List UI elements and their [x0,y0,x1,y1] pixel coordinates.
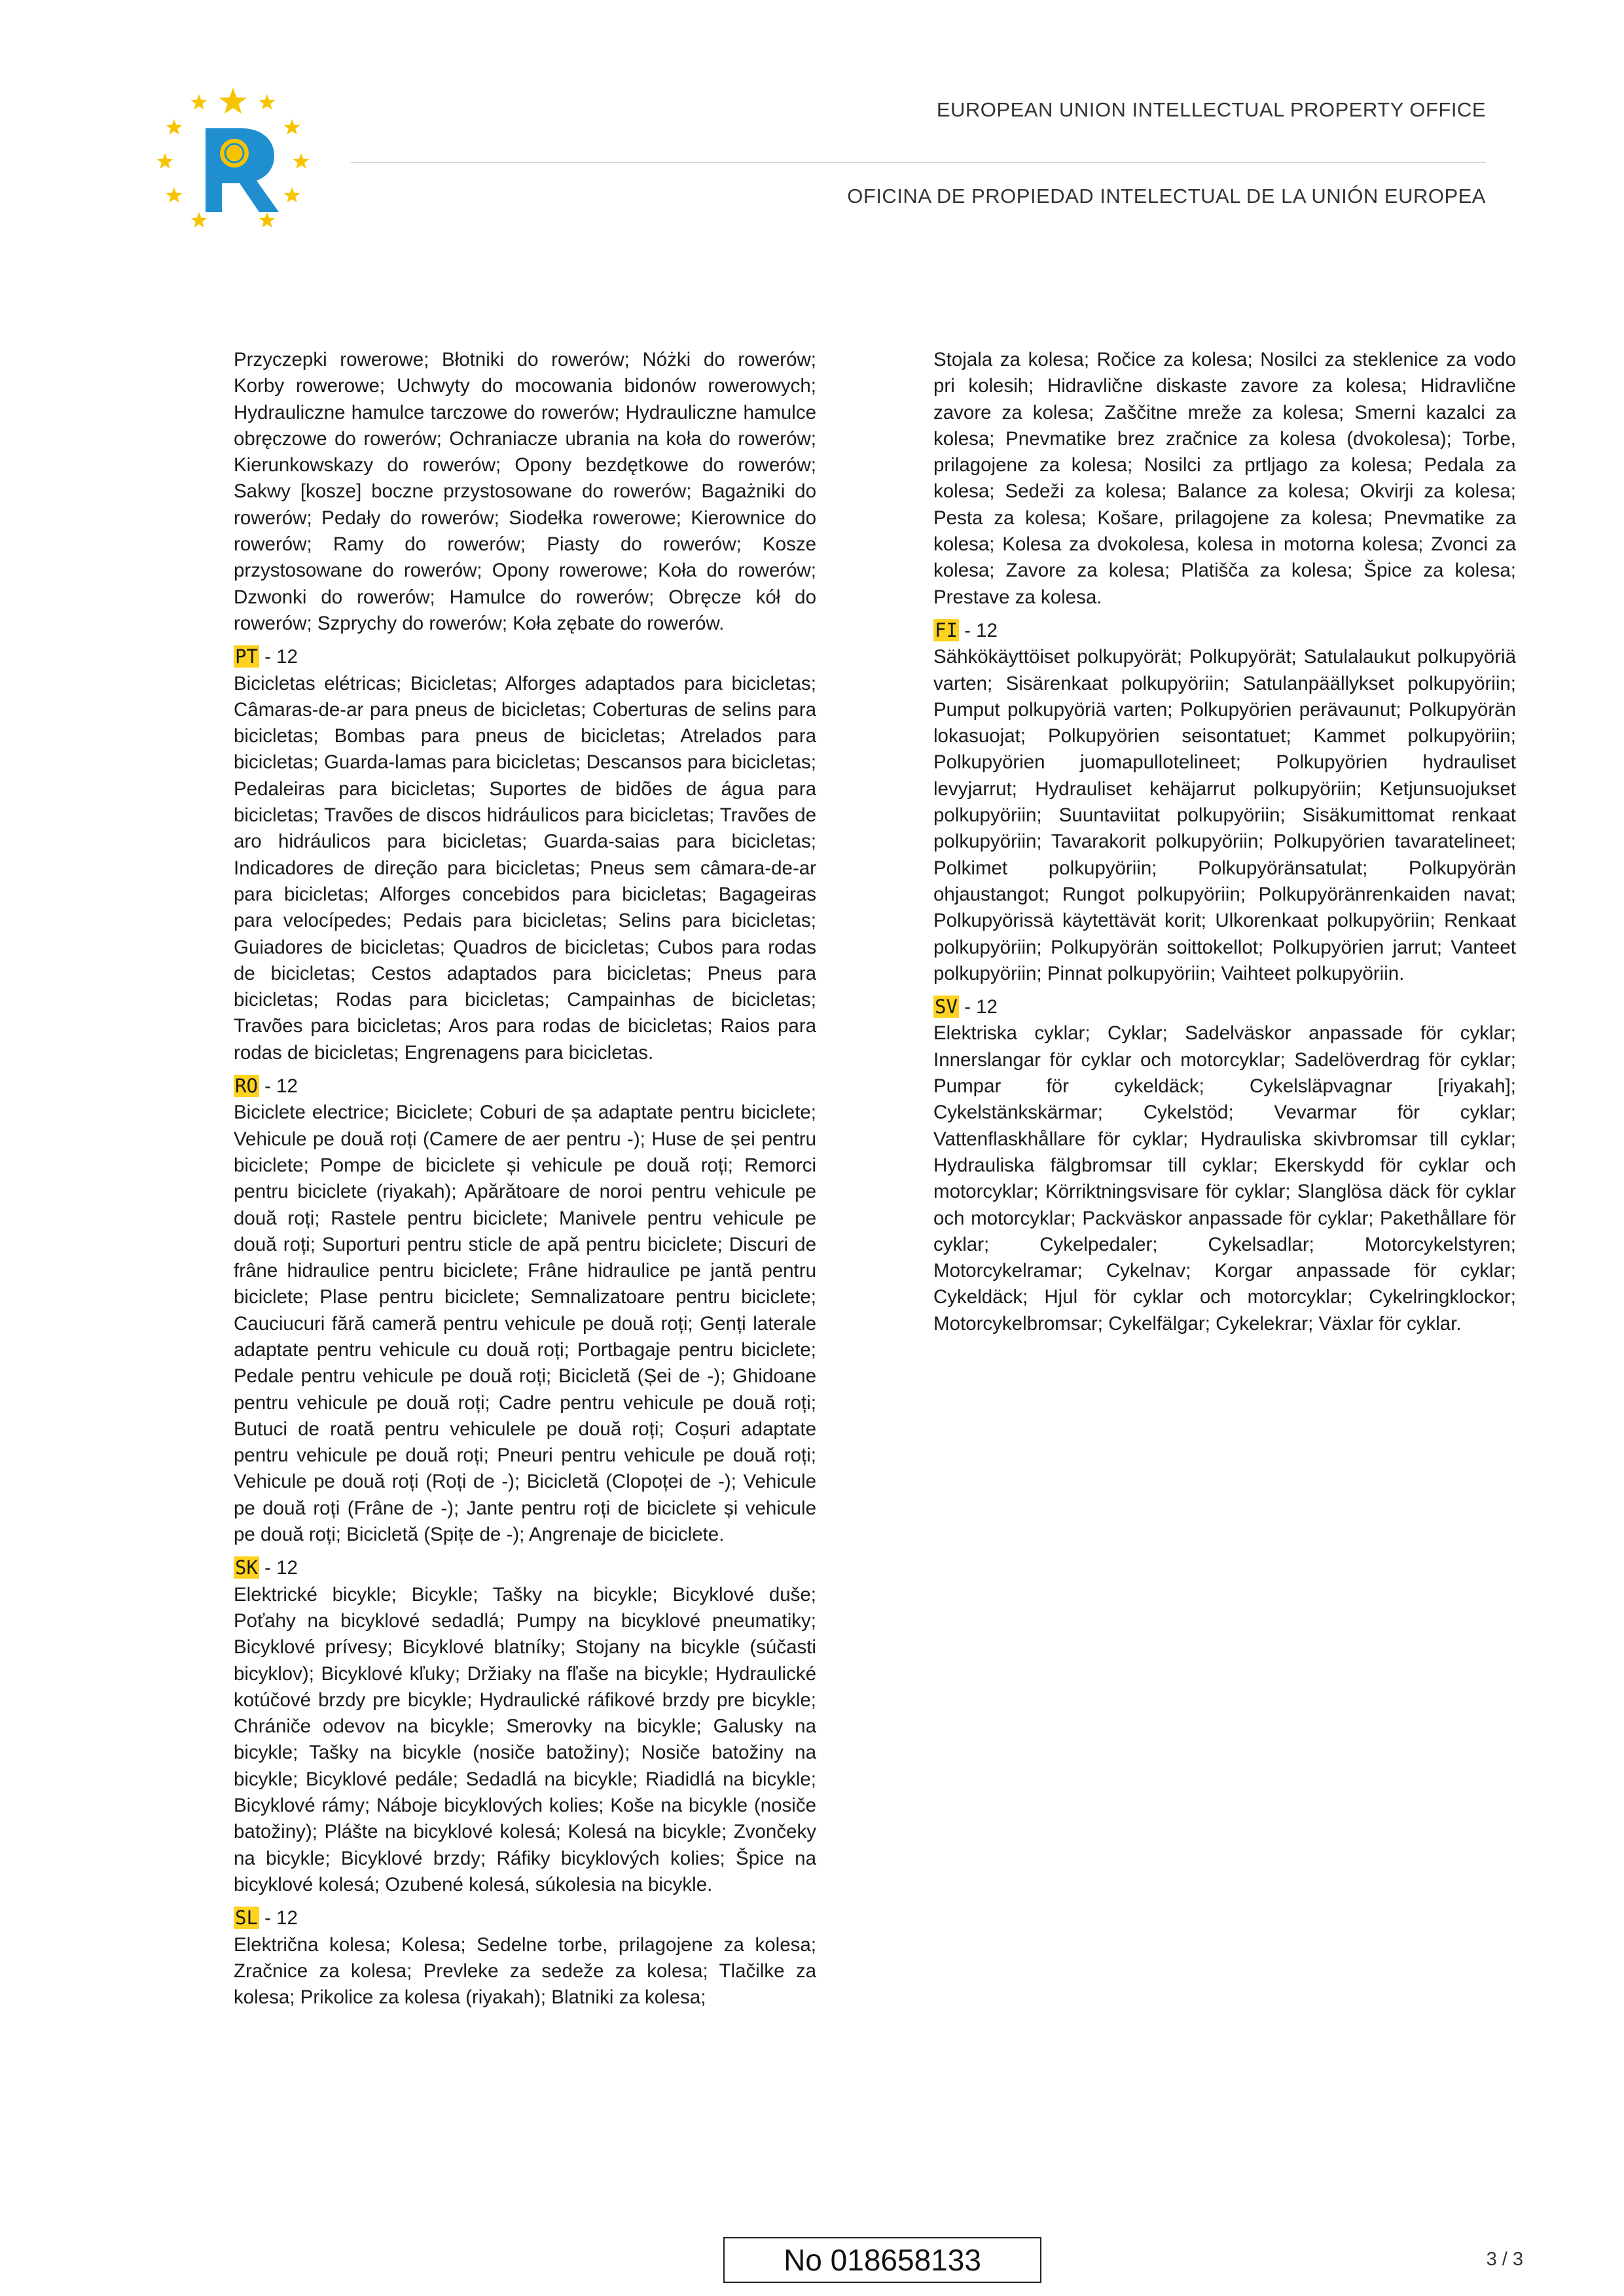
separator: - [958,996,977,1018]
star-icon [191,212,208,228]
star-icon [191,94,208,110]
star-icon [284,187,300,203]
office-name-english: EUROPEAN UNION INTELLECTUAL PROPERTY OFFICE [936,98,1486,121]
goods-text: Biciclete electrice; Biciclete; Coburi de șa adaptate pentru biciclete; Vehicule pe două roți (Camere de aer pentru -); Huse de șei pentru biciclete; Pompe de biciclete și vehicule pe două roți; Remorci pentru biciclete (riyakah); Apărătoare de noroi pentru vehicule pe două roți; Rastele pentru biciclete; Manivele pentru vehicule pe două roți; Suporturi pentru sticle de apă pentru biciclete; Discuri de frâne hidraulice pentru biciclete; Frâne hidraulice pe jantă pentru biciclete; Plase pentru biciclete; Semnalizatoare pentru biciclete; Cauciucuri fără cameră pentru vehicule pe două roți; Genți laterale adaptate pentru vehicule cu două roți; Portbagaje pentru biciclete; Pedale pentru vehicule pe două roți; Bicicletă (Șei de -); Ghidoane pentru vehicule pe două roți; Cadre pentru vehicule pe două roți; Butuci de roată pentru vehiculele pe două roți; Coșuri adaptate pentru vehicule pe două roți; Pneuri pentru vehicule pe două roți; Vehicule pe două roți (Roți de -); Bicicletă (Clopoței de -); Vehicule pe două roți (Frâne de -); Jante pentru roți de biciclete și vehicule pe două roți; Bicicletă (Spițe de -); Angrenaje de biciclete. [234,1102,816,1546]
class-number: 12 [276,1907,298,1929]
language-header [234,1073,816,1100]
star-icon [284,119,300,135]
goods-text: Elektrické bicykle; Bicykle; Tašky na bicykle; Bicyklové duše; Poťahy na bicyklové sedadlá; Pumpy na bicyklové pneumatiky; Bicyklové prívesy; Bicyklové blatníky; Stojany na bicykle (súčasti bicyklov); Bicyklové kľuky; Držiaky na fľaše na bicykle; Hydraulické kotúčové brzdy pre bicykle; Hydraulické ráfikové brzdy pre bicykle; Chrániče odevov na bicykle; Smerovky na bicykle; Galusky na bicykle; Tašky na bicykle (nosiče batožiny); Nosiče batožiny na bicykle; Bicyklové pedále; Sedadlá na bicykle; Riadidlá na bicykle; Bicyklové rámy; Náboje bicyklových kolies; Koše na bicykle (nosiče batožiny); Plášte na bicyklové kolesá; Kolesá na bicykle; Zvončeky na bicykle; Bicyklové brzdy; Ráfiky bicyklových kolies; Špice na bicyklové kolesá; Ozubené kolesá, súkolesia na bicykle. [234,1583,816,1895]
class-number: 12 [276,646,298,668]
goods-text: Stojala za kolesa; Ročice za kolesa; Nosilci za steklenice za vodo pri kolesih; Hidravlične diskaste zavore za kolesa; Hidravlične zavore za kolesa; Zaščitne mreže za kolesa; Smerni kazalci za kolesa; Pnevmatike brez zračnice za kolesa (dvokolesa); Torbe, prilagojene za kolesa; Nosilci za prtljago za kolesa; Pedala za kolesa; Sedeži za kolesa; Balance za kolesa; Okvirji za kolesa; Pesta za kolesa; Košare, prilagojene za kolesa; Pnevmatike za kolesa; Kolesa za dvokolesa, kolesa in motorna kolesa; Zvonci za kolesa; Zavore za kolesa; Platišča za kolesa; Špice za kolesa; Prestave za kolesa. [933,349,1516,608]
class-number: 12 [976,619,998,641]
r-letter-icon [206,128,279,212]
language-header [234,1554,816,1581]
separator: - [259,1075,277,1098]
language-code: FI [935,619,958,641]
language-code: PT [235,645,258,668]
language-code: RO [235,1075,258,1098]
goods-text: Bicicletas elétricas; Bicicletas; Alforges adaptados para bicicletas; Câmaras-de-ar para pneus de bicicletas; Coberturas de selins para bicicletas; Bombas para pneus de bicicletas; Atrelados para bicicletas; Guarda-lamas para bicicletas; Descansos para bicicletas; Pedaleiras para bicicletas; Suportes de bidões de água para bicicletas; Travões de discos hidráulicos para bicicletas; Travões de aro hidráulicos para bicicletas; Guarda-saias para bicicletas; Indicadores de direção para bicicletas; Pneus sem câmara-de-ar para bicicletas; Alforges concebidos para bicicletas; Bagageiras para velocípedes; Pedais para bicicletas; Selins para bicicletas; Guiadores de bicicletas; Quadros de bicicletas; Cubos para rodas de bicicletas; Cestos adaptados para bicicletas; Pneus para bicicletas; Rodas para bicicletas; Campainhas de bicicletas; Travões para bicicletas; Aros para rodas de bicicletas; Raios para rodas de bicicletas; Engrenagens para bicicletas. [234,672,816,1064]
goods-text: Przyczepki rowerowe; Błotniki do rowerów; Nóżki do rowerów; Korby rowerowe; Uchwyty do mocowania bidonów rowerowych; Hydrauliczne hamulce tarczowe do rowerów; Hydrauliczne hamulce obręczowe do rowerów; Ochraniacze ubrania na koła do rowerów; Kierunkowskazy do rowerów; Opony bezdętkowe do rowerów; Sakwy [kosze] boczne przystosowane do rowerów; Bagażniki do rowerów; Pedały do rowerów; Siodełka rowerowe; Kierownice do rowerów; Ramy do rowerów; Piasty do rowerów; Kosze przystosowane do rowerów; Opony rowerowe; Koła do rowerów; Dzwonki do rowerów; Hamulce do rowerów; Obręcze kół do rowerów; Szprychy do rowerów; Koła zębate do rowerów. [234,349,816,634]
language-code: SK [235,1556,258,1579]
left-column [234,347,816,2017]
star-icon [166,119,183,135]
language-code: SL [235,1907,258,1929]
document-number: No 018658133 [723,2237,1041,2283]
separator: - [259,1907,277,1929]
star-ring-icon [219,88,247,114]
star-icon [259,212,276,228]
goods-block-sl [234,1905,816,2011]
language-header [933,994,1516,1020]
star-icon [157,153,173,169]
goods-block-sv [933,994,1516,1337]
goods-text: Električna kolesa; Kolesa; Sedelne torbe, prilagojene za kolesa; Zračnice za kolesa; Prevleke za sedeže za kolesa; Tlačilke za kolesa; Prikolice za kolesa (riyakah); Blatniki za kolesa; [234,1933,816,2009]
separator: - [259,1557,277,1579]
right-column [933,347,1516,1344]
euipo-logo [154,81,312,242]
class-number: 12 [276,1557,298,1579]
goods-block-pl [234,347,816,637]
goods-text: Sähkökäyttöiset polkupyörät; Polkupyörät; Satulalaukut polkupyöriä varten; Sisärenkaat polkupyöriin; Satulanpäällykset polkupyöriin; Pumput polkupyöriä varten; Polkupyörien perävaunut; Polkupyörän lokasuojat; Polkupyörien seisontatuet; Kammet polkupyöriin; Polkupyörien juomapullotelineet; Polkupyörien hydrauliset levyjarrut; Hydrauliset kehäjarrut polkupyöriin; Ketjunsuojukset polkupyöriin; Suuntaviitat polkupyöriin; Sisäkumittomat renkaat polkupyöriin; Tavarakorit polkupyöriin; Polkupyörien tavaratelineet; Polkimet polkupyöriin; Polkupyöränsatulat; Polkupyörän ohjaustangot; Rungot polkupyöriin; Polkupyöränrenkaiden navat; Polkupyörissä käytettävät korit; Ulkorenkaat polkupyöriin; Renkaat polkupyöriin; Polkupyörän soittokellot; Polkupyörien jarrut; Vanteet polkupyöriin; Pinnat polkupyöriin; Vaihteet polkupyöriin. [933,646,1516,984]
office-name-spanish: OFICINA DE PROPIEDAD INTELECTUAL DE LA UNIÓN EUROPEA [847,185,1486,207]
star-icon [293,153,310,169]
goods-block-sl-cont [933,347,1516,611]
language-header [234,1905,816,1931]
class-number: 12 [976,996,998,1018]
goods-block-pt [234,643,816,1066]
language-header [234,643,816,670]
goods-text: Elektriska cyklar; Cyklar; Sadelväskor anpassade för cyklar; Innerslangar för cyklar och motorcyklar; Sadelöverdrag för cyklar; Pumpar för cykeldäck; Cykelsläpvagnar [riyakah]; Cykelstänkskärmar; Cykelstöd; Vevarmar för cyklar; Vattenflaskhållare för cyklar; Hydrauliska skivbromsar till cyklar; Hydrauliska fälgbromsar till cyklar; Ekerskydd för cyklar och motorcyklar; Körriktningsvisare för cyklar; Slanglösa däck för cyklar och motorcyklar; Packväskor anpassade för cyklar; Pakethållare för cyklar; Cykelpedaler; Cykelsadlar; Motorcykelstyren; Motorcykelramar; Cykelnav; Korgar anpassade för cyklar; Cykeldäck; Hjul för cyklar och motorcyklar; Cykelringklockor; Motorcykelbromsar; Cykelfälgar; Cykelekrar; Växlar för cyklar. [933,1022,1516,1335]
separator: - [259,646,277,668]
separator: - [958,619,977,641]
star-icon [166,187,183,203]
goods-block-fi [933,617,1516,987]
page-indicator: 3 / 3 [1486,2249,1523,2270]
goods-block-sk [234,1554,816,1898]
header-divider [351,162,1486,163]
language-header [933,617,1516,644]
class-number: 12 [276,1075,298,1098]
language-code: SV [935,996,958,1018]
goods-block-ro [234,1073,816,1548]
star-icon [259,94,276,110]
